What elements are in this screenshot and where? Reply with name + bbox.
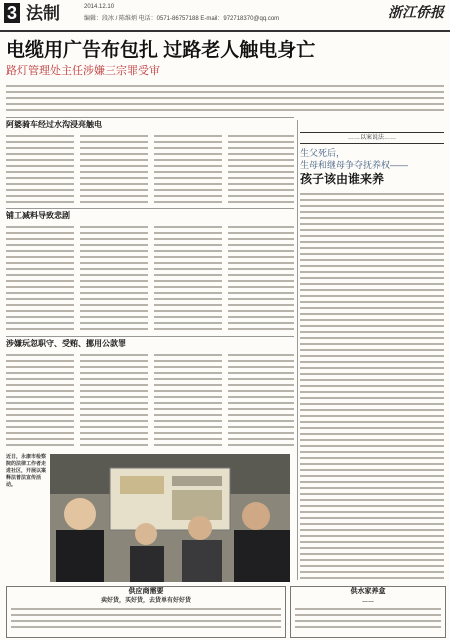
body-text-column (80, 225, 148, 333)
section-divider (6, 208, 294, 209)
section-name: 法制 (26, 4, 60, 23)
section-divider (6, 336, 294, 337)
news-photo (50, 454, 290, 582)
column-tag: ……以案说法…… (300, 132, 444, 144)
body-text-column (154, 225, 222, 333)
section-heading-3: 涉嫌玩忽职守、受贿、挪用公款罪 (6, 339, 126, 348)
editor-line: 编辑：段冰 / 陈维炳 电话：0571-86757188 E-mail：972718370@qq.com (84, 16, 280, 22)
body-text-column (228, 134, 294, 204)
body-text-column (154, 353, 222, 449)
column-rule (297, 120, 298, 580)
body-text-column (228, 225, 294, 333)
page-header (0, 0, 450, 32)
sidebar-deck: 生母和继母争夺抚养权—— (300, 160, 409, 170)
body-text-column (80, 134, 148, 204)
body-text-column (6, 225, 74, 333)
section-divider (6, 117, 294, 118)
sidebar-kicker: 生父死后， (300, 148, 346, 158)
ad-body-text (295, 607, 441, 631)
newspaper-name: 浙江侨报 (388, 6, 444, 21)
body-text-column (80, 353, 148, 449)
ad-tagline: 卖好货，买好货，去货单有好好货 (100, 598, 191, 604)
caption-text: 近日，永康市检察院的法律工作者走进社区，开展以案释法普法宣传活动。 (6, 454, 47, 488)
ad-title: 供应商需要 (128, 588, 164, 595)
sidebar-title: 孩子该由谁来养 (300, 172, 385, 186)
body-text-column (154, 134, 222, 204)
ad-title: 供水家养盒 (350, 588, 386, 595)
lead-paragraph (6, 84, 444, 114)
ad-box-right (290, 586, 446, 638)
article-headline: 电缆用广告布包扎 过路老人触电身亡 (6, 40, 316, 61)
section-heading-2: 铺工减料导致悲剧 (6, 211, 70, 220)
section-heading-1: 阿婆骑车经过水沟浸亮触电 (6, 120, 102, 129)
sidebar-body-text (300, 192, 444, 580)
ad-body-text (11, 607, 281, 631)
page-number: 3 (4, 3, 20, 23)
issue-date: 2014.12.10 (84, 4, 115, 10)
article-subhead: 路灯管理处主任涉嫌三宗罪受审 (6, 65, 160, 77)
body-text-column (228, 353, 294, 449)
body-text-column (6, 134, 74, 204)
ad-box-left (6, 586, 286, 638)
ad-tagline: …… (362, 598, 374, 604)
body-text-column (6, 353, 74, 449)
photo-caption (6, 454, 48, 580)
